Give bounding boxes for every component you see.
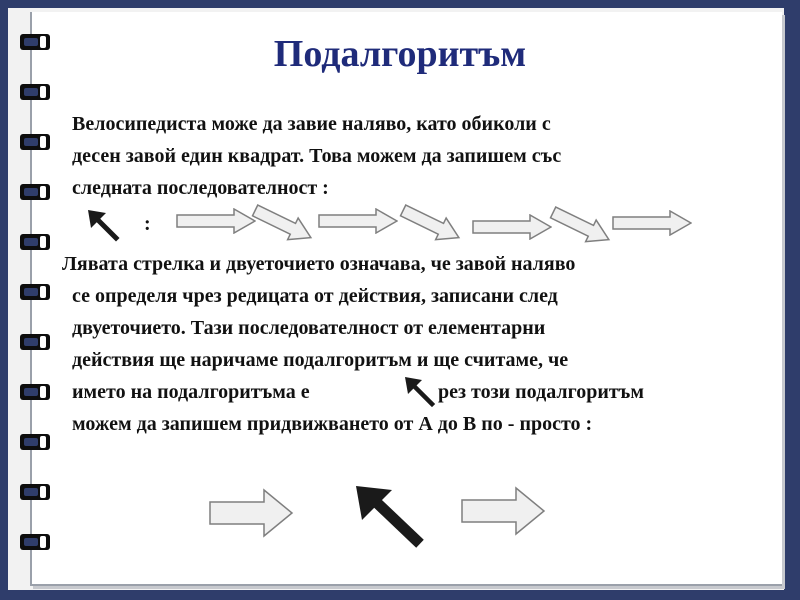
down-right-arrow-icon xyxy=(548,206,614,246)
binder-ring xyxy=(20,334,50,350)
up-left-arrow-icon xyxy=(84,206,124,246)
up-left-arrow-icon xyxy=(402,374,438,410)
slide-title: Подалгоритъм xyxy=(273,33,527,75)
paragraph2-line5-end: рез този подалгоритъм xyxy=(438,381,644,403)
binder-ring xyxy=(20,484,50,500)
binder-ring xyxy=(20,534,50,550)
paragraph2-line1: Лявата стрелка и двуеточието означава, че завой наляво xyxy=(62,253,576,275)
paragraph2-line2: се определя чрез редицата от действия, записани след xyxy=(72,285,558,307)
paragraph1-line1: Велосипедиста може да завие наляво, като обиколи с xyxy=(72,113,551,135)
right-arrow-icon xyxy=(460,486,546,536)
paragraph2-line4: действия ще наричаме подалгоритъм и ще считаме, че xyxy=(72,349,569,371)
paragraph1-line3: следната последователност : xyxy=(72,177,329,199)
binder-ring xyxy=(20,434,50,450)
binder-ring xyxy=(20,84,50,100)
binder-ring xyxy=(20,134,50,150)
paragraph2-line5-start: името на подалгоритъма е xyxy=(72,381,310,403)
sequence-colon: : xyxy=(144,213,151,235)
right-arrow-icon xyxy=(318,208,398,234)
right-arrow-icon xyxy=(612,210,692,236)
paragraph2-line3: двуеточието. Тази последователност от елементарни xyxy=(72,317,546,339)
binder-ring xyxy=(20,384,50,400)
right-arrow-icon xyxy=(176,208,256,234)
right-arrow-icon xyxy=(208,488,294,538)
paragraph2-line6: можем да запишем придвижването от А до В по - просто : xyxy=(72,413,593,435)
binder-ring xyxy=(20,184,50,200)
up-left-bold-arrow-icon xyxy=(354,484,424,548)
right-arrow-icon xyxy=(472,214,552,240)
binder-ring xyxy=(20,284,50,300)
paragraph1-line2: десен завой един квадрат. Това можем да запишем със xyxy=(72,145,562,167)
down-right-arrow-icon xyxy=(250,204,316,244)
binder-ring xyxy=(20,234,50,250)
down-right-arrow-icon xyxy=(398,204,464,244)
